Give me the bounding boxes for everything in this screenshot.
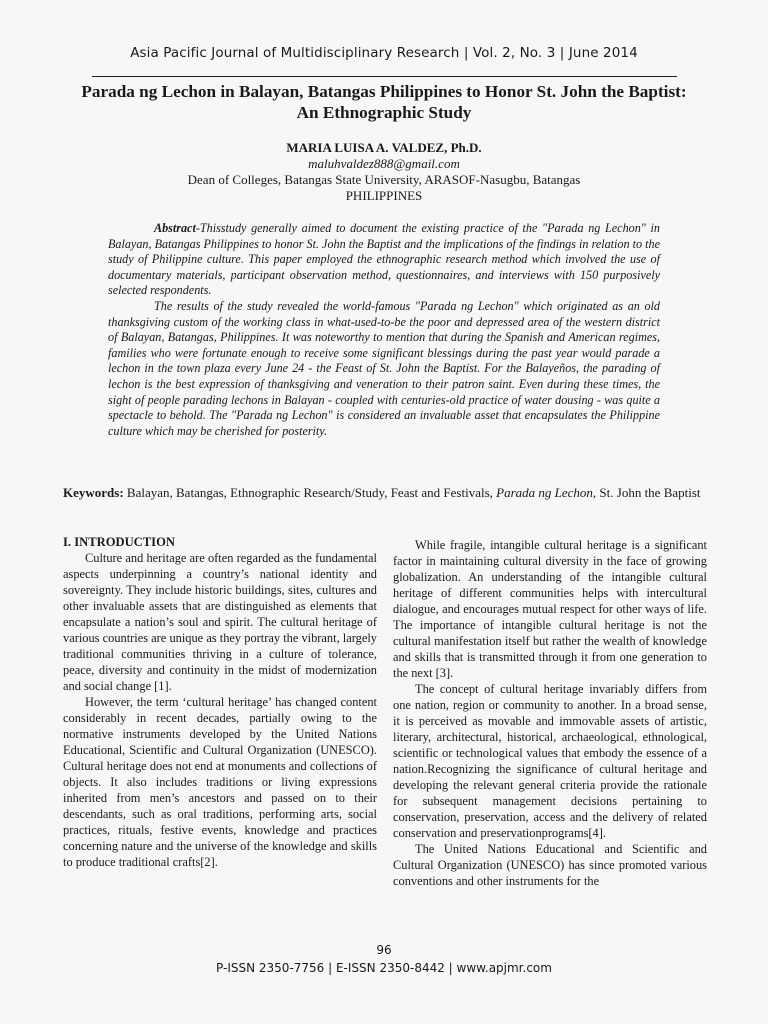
left-paragraph-1: Culture and heritage are often regarded as the fundamental aspects underpinning a country’s national identity and sovereignty. They include historic buildings, sites, cultures and other invaluable assets that are distinguished as elements that encapsulate a nation’s soul and spirit. The cultural heritage of various countries are unique as they portray the vibrant, largely traditional communities thriving in a culture of tolerance, peace, diversity and continuity in the midst of modernization and social change [1]. — [63, 551, 377, 693]
paper-title — [60, 81, 708, 123]
section-heading-introduction: I. INTRODUCTION — [63, 535, 175, 549]
issn-footer: P-ISSN 2350-7756 | E-ISSN 2350-8442 | www.apjmr.com — [216, 961, 552, 975]
author-country: PHILIPPINES — [345, 188, 423, 203]
running-head: Asia Pacific Journal of Multidisciplinary Research | Vol. 2, No. 3 | June 2014 — [130, 45, 638, 61]
keywords — [63, 484, 708, 501]
abstract-paragraph-1 — [108, 221, 660, 299]
right-paragraph-1: While fragile, intangible cultural heritage is a significant factor in maintaining cultural diversity in the face of growing globalization. An understanding of the intangible cultural heritage of different communities helps with intercultural dialogue, and encourages mutual respect for other ways of life. The importance of intangible cultural heritage is not the cultural manifestation itself but rather the wealth of knowledge and skills that is transmitted through it from one generation to the next [3]. — [393, 538, 707, 680]
author-block — [0, 140, 768, 204]
left-column — [63, 534, 377, 870]
page-number: 96 — [376, 943, 392, 957]
abstract-paragraph-2: The results of the study revealed the world-famous "Parada ng Lechon" which originated as an old thanksgiving custom of the working class in what-used-to-be the poor and depressed area of the western district of Balayan, Batangas, Philippines. It was noteworthy to mention that during the Spanish and American regimes, families who were fortunate enough to receive some significant blessings during the past year would parade a lechon in the town plaza every June 24 - the Feast of St. John the Baptist. For the Balayeños, the parading of lechon is the best expression of thanksgiving and veneration to their patron saint. Even during these times, the sight of people parading lechons in Balayan - coupled with centuries-old practice of water dousing - was quite a spectacle to behold. The "Parada ng Lechon" is considered an invaluable asset that encapsulates the Philippine culture which may be cherished for posterity. — [108, 298, 660, 438]
title-line-2: An Ethnographic Study — [296, 103, 472, 122]
keywords-italic: Parada ng Lechon — [496, 485, 593, 500]
abstract-label: Abstract — [154, 221, 196, 235]
keywords-text-b: , St. John the Baptist — [592, 485, 701, 500]
right-paragraph-3: The United Nations Educational and Scientific and Cultural Organization (UNESCO) has since promoted various conventions and other instruments for the — [393, 842, 707, 888]
left-paragraph-2: However, the term ‘cultural heritage’ has changed content considerably in recent decades, partially owing to the normative instruments developed by the United Nations Educational, Scientific and Cultural Organization (UNESCO). Cultural heritage does not end at monuments and collections of objects. It also includes traditions or living expressions inherited from men’s ancestors and passed on to their descendants, such as oral traditions, performing arts, social practices, rituals, festive events, knowledge and practices concerning nature and the universe of the knowledge and skills to produce traditional crafts[2]. — [63, 695, 377, 869]
author-email: maluhvaldez888@gmail.com — [308, 156, 460, 171]
abstract-text-1: -Thisstudy generally aimed to document the existing practice of the "Parada ng Lechon" in Balayan, Batangas Philippines to honor St. John the Baptist and the implications of the findings in relation to the study of Philippine culture. This paper employed the ethnographic research method which involved the use of documentary materials, participant observation method, questionnaires, and interviews with 150 purposively selected respondents. — [108, 221, 660, 298]
right-column — [393, 537, 707, 889]
right-paragraph-2: The concept of cultural heritage invariably differs from one nation, region or community to another. In a broad sense, it is perceived as movable and immovable assets of artistic, literary, architectural, historical, archaeological, ethnological, scientific or technological values that embody the essence of a nation.Recognizing the significance of cultural heritage and developing the relevant general criteria provide the rationale for subsequent management decisions pertaining to conservation, preservation, access and the delivery of related conservation and preservationprograms[4]. — [393, 682, 707, 840]
keywords-label: Keywords: — [63, 485, 124, 500]
title-line-1: Parada ng Lechon in Balayan, Batangas Philippines to Honor St. John the Baptist: — [81, 82, 687, 101]
author-name: MARIA LUISA A. VALDEZ, Ph.D. — [286, 140, 482, 155]
abstract — [108, 221, 660, 439]
header-rule — [92, 76, 677, 77]
keywords-text-a: Balayan, Batangas, Ethnographic Research/Study, Feast and Festivals, — [123, 485, 497, 500]
author-affiliation: Dean of Colleges, Batangas State University, ARASOF-Nasugbu, Batangas — [187, 172, 581, 187]
